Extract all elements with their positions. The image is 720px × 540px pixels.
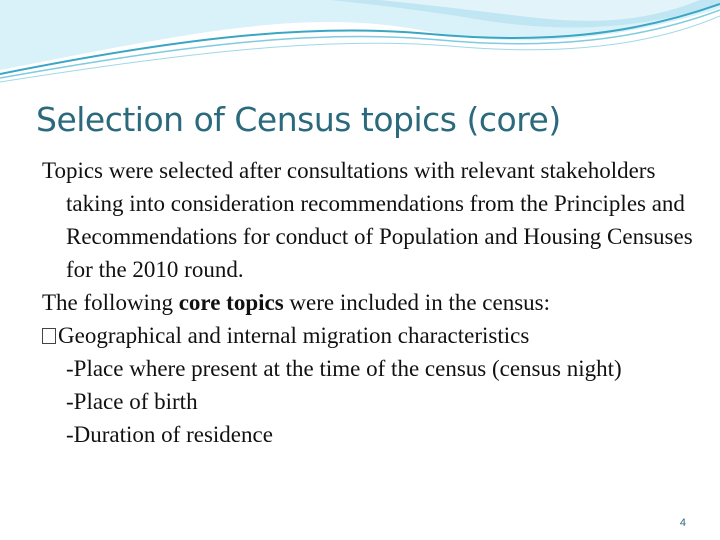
intro-paragraph: Topics were selected after consultations with relevant stakeholders taking into consideration recommendations from the Principles and Recommendations for conduct of Population and Housing Censuses for the 2010 round. — [42, 158, 693, 282]
core-line-after: were included in the census: — [283, 290, 551, 315]
bullet-label: Geographical and internal migration characteristics — [58, 323, 530, 348]
bullet-item — [42, 319, 702, 352]
slide-title: Selection of Census topics (core) — [36, 100, 561, 139]
sub-item-place-birth: -Place of birth — [66, 389, 198, 414]
sub-item-duration-residence: -Duration of residence — [66, 422, 273, 447]
sub-item-place-present: -Place where present at the time of the census (census night) — [66, 356, 622, 381]
header-wave-decoration — [0, 0, 720, 90]
core-topics-emphasis: core topics — [178, 290, 284, 315]
core-topics-line — [42, 286, 702, 319]
core-line-before: The following — [42, 290, 179, 315]
bullet-box-icon — [42, 328, 56, 344]
slide-body — [42, 154, 702, 451]
page-number: 4 — [679, 517, 686, 529]
